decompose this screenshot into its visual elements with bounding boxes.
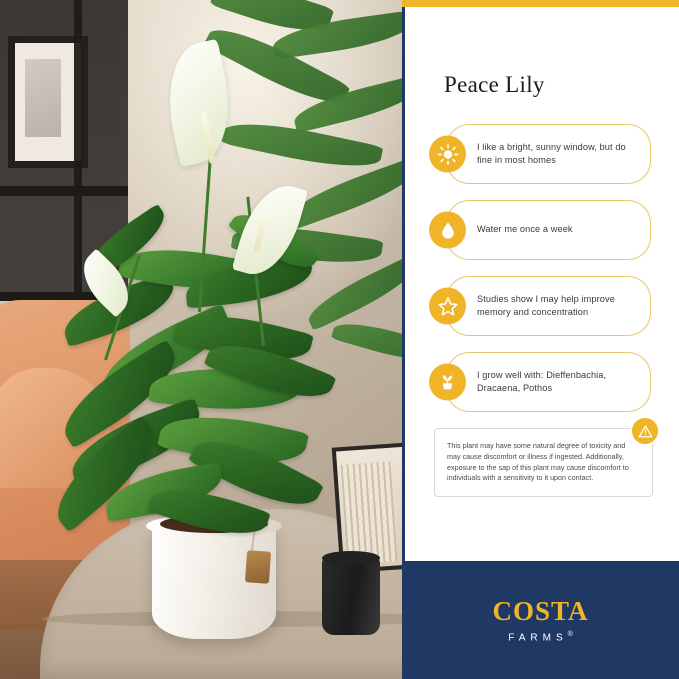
- info-body: [402, 0, 679, 561]
- framed-art-image: [25, 59, 61, 137]
- toxicity-warning: [434, 428, 653, 497]
- coffee-mug-rim: [322, 551, 380, 565]
- plant-tag: [245, 550, 271, 584]
- care-fact-light: [446, 124, 651, 184]
- accent-top-bar: [402, 0, 679, 7]
- care-fact-companions: [446, 352, 651, 412]
- brand-footer: [402, 561, 679, 679]
- care-fact-text: I like a bright, sunny window, but do fine in most homes: [477, 141, 626, 165]
- shelf-bar-upper: [0, 186, 128, 196]
- picture-frame-pattern: [341, 461, 398, 564]
- care-fact-benefit: [446, 276, 651, 336]
- page-title: Peace Lily: [444, 72, 545, 97]
- caution-triangle-icon: [630, 416, 660, 446]
- care-facts-list: [420, 124, 661, 412]
- registered-mark: ®: [567, 631, 573, 639]
- coffee-mug: [322, 557, 380, 635]
- panel-divider: [402, 0, 405, 679]
- care-fact-text: Water me once a week: [477, 224, 573, 235]
- care-fact-text: Studies show I may help improve memory and concentration: [477, 293, 615, 317]
- star-icon: [429, 288, 466, 325]
- toxicity-warning-text: This plant may have some natural degree of toxicity and may cause discomfort or illness if ingested. Additionally, exposure to the sap of this plant may cause discomfort to individuals with a sensitivity to it upon contact.: [447, 441, 629, 483]
- shelf-post: [74, 0, 82, 300]
- brand-tagline-text: FARMS: [508, 632, 568, 644]
- info-panel: [402, 0, 679, 679]
- care-fact-text: I grow well with: Dieffenbachia, Dracaena, Pothos: [477, 369, 607, 393]
- care-fact-water: [446, 200, 651, 260]
- brand-tagline: [508, 631, 573, 643]
- potted-plant-icon: [429, 364, 466, 401]
- water-drop-icon: [429, 212, 466, 249]
- sun-icon: [429, 136, 466, 173]
- brand-name: COSTA: [492, 596, 589, 627]
